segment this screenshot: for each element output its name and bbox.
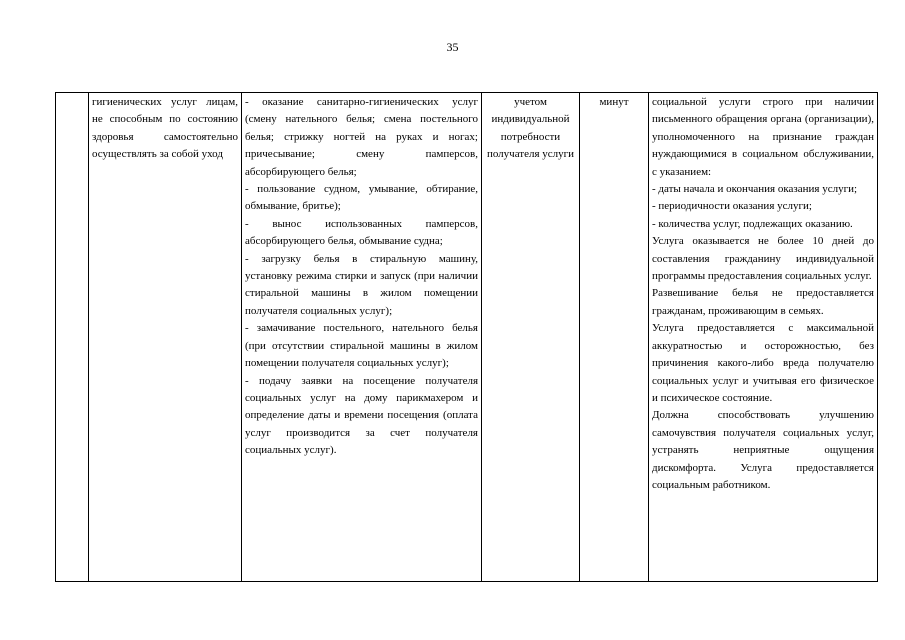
condition-item: Развешивание белья не предоставляется гражданам, проживающим в семьях. xyxy=(652,287,874,317)
cell-volume: учетом индивидуальной потребности получателя услуги xyxy=(482,93,580,582)
table-row xyxy=(56,93,878,582)
condition-item: - количества услуг, подлежащих оказанию. xyxy=(652,217,853,230)
condition-item: - периодичности оказания услуги; xyxy=(652,200,812,213)
condition-item: Услуга предоставляется с максимальной аккуратностью и осторожностью, без причинения какого-либо вреда получателю социальных услуг и учитывая его физическое и психическое состояние. xyxy=(652,322,874,404)
condition-item: социальной услуги строго при наличии письменного обращения органа (организации), уполномоченного на признание граждан нуждающимися в социальном обслуживании, с указанием: xyxy=(652,96,874,178)
services-table xyxy=(55,92,878,582)
page-number: 35 xyxy=(446,40,459,54)
cell-conditions xyxy=(649,93,878,582)
content-item: - пользование судном, умывание, обтирание, обмывание, бритье); xyxy=(245,183,478,213)
cell-service-content xyxy=(242,93,482,582)
content-item: - загрузку белья в стиральную машину, установку режима стирки и запуск (при наличии стиральной машины в жилом помещении получателя социальных услуг); xyxy=(245,252,478,317)
condition-item: Должна способствовать улучшению самочувствия получателя социальных услуг, устранять неприятные ощущения дискомфорта. Услуга предоставляется социальным работником. xyxy=(652,409,874,491)
condition-item: - даты начала и окончания оказания услуги; xyxy=(652,183,858,196)
content-item: - вынос использованных памперсов, абсорбирующего белья, обмывание судна; xyxy=(245,217,478,248)
content-item: - замачивание постельного, нательного белья (при отсутствии стиральной машины в жилом помещении получателя социальных услуг); xyxy=(245,322,478,370)
cell-unit: минут xyxy=(580,93,649,582)
content-item: - подачу заявки на посещение получателя социальных услуг на дому парикмахером и определение даты и времени посещения (оплата услуг производится за счет получателя социальных услуг). xyxy=(245,374,478,457)
condition-item: Услуга оказывается не более 10 дней до составления гражданину индивидуальной программы предоставления социальных услуг. xyxy=(652,235,874,283)
content-item: - оказание санитарно-гигиенических услуг (смену нательного белья; смена постельного белья; стрижку ногтей на руках и ногах; причесывание; смену памперсов, абсорбирующего белья; xyxy=(245,96,478,178)
cell-service-name: гигиенических услуг лицам, не способным по состоянию здоровья самостоятельно осуществлять за собой уход xyxy=(89,93,242,582)
cell-number xyxy=(56,93,89,582)
